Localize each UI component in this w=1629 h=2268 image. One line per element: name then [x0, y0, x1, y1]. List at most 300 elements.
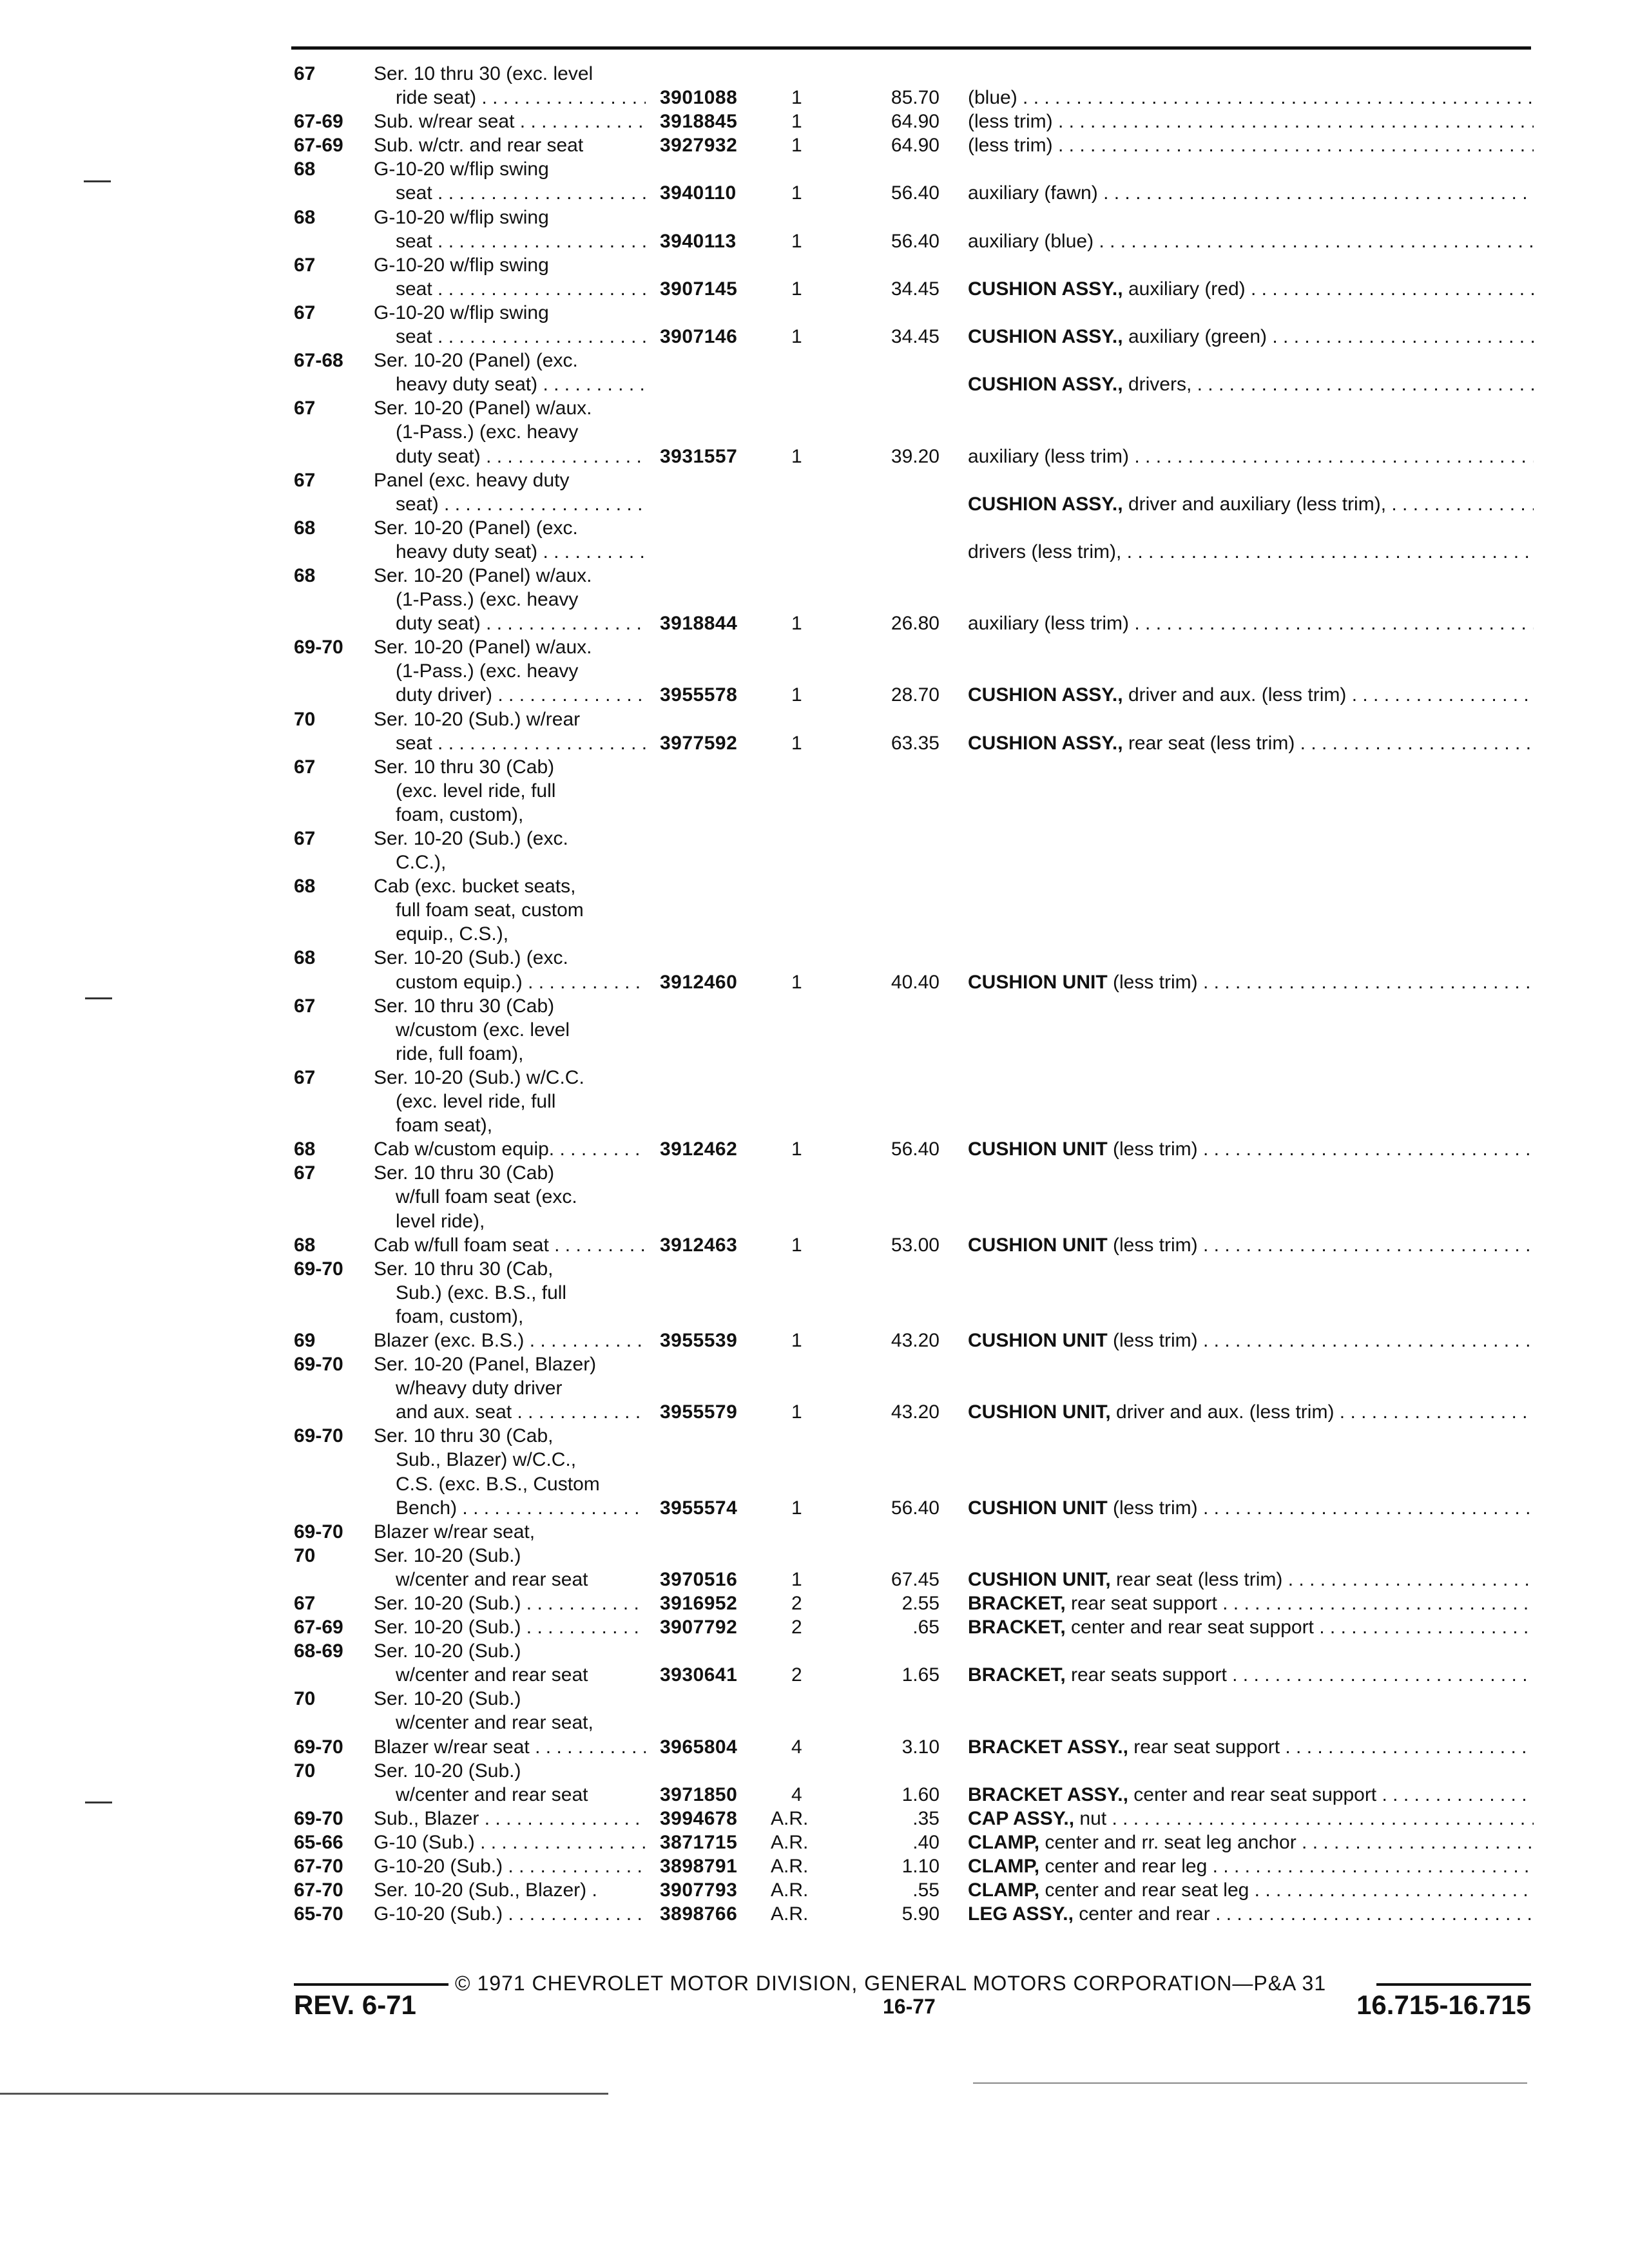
- parts-row: [0, 62, 1629, 86]
- model-years: 67: [294, 1162, 316, 1184]
- part-name-detail: center and rr. seat leg anchor: [1039, 1831, 1296, 1853]
- part-name-detail: rear seat support: [1065, 1593, 1217, 1614]
- parts-row: [0, 468, 1629, 492]
- part-name-detail: auxiliary (blue): [968, 230, 1094, 252]
- part-number: 3940110: [660, 182, 737, 204]
- part-name: [968, 1854, 1534, 1878]
- application-description: Ser. 10 thru 30 (Cab,: [374, 1258, 554, 1280]
- application-description: Cab w/custom equip. . . .: [374, 1137, 646, 1161]
- parts-row: [0, 588, 1629, 611]
- parts-row: [0, 1352, 1629, 1376]
- part-name: [968, 1663, 1534, 1687]
- part-number: 3931557: [660, 445, 738, 467]
- part-name-heading: CUSHION ASSY.,: [968, 326, 1123, 348]
- list-price: 43.20: [891, 1401, 940, 1423]
- part-name-heading: BRACKET,: [968, 1617, 1066, 1639]
- parts-row: [0, 1878, 1629, 1902]
- part-name-heading: CLAMP,: [968, 1831, 1040, 1853]
- list-price: .55: [912, 1879, 940, 1901]
- application-description: heavy duty seat) . . .: [396, 372, 646, 396]
- application-description: Ser. 10-20 (Panel) (exc.: [374, 350, 578, 372]
- parts-row: [0, 779, 1629, 803]
- part-name: [968, 1735, 1534, 1759]
- list-price: 5.90: [901, 1903, 940, 1925]
- list-price: 40.40: [891, 971, 940, 993]
- parts-row: [0, 133, 1629, 157]
- application-description: Ser. 10-20 (Panel) (exc.: [374, 517, 578, 539]
- parts-row: [0, 1233, 1629, 1257]
- part-number: 3955579: [660, 1401, 738, 1423]
- model-years: 67: [294, 1593, 316, 1614]
- application-description: Ser. 10 thru 30 (Cab): [374, 995, 555, 1017]
- part-name-detail: rear seats support: [1065, 1664, 1227, 1686]
- part-name: [968, 1783, 1534, 1807]
- parts-row: [0, 301, 1629, 325]
- application-description: G-10-20 w/flip swing: [374, 302, 549, 323]
- part-number: 3912463: [660, 1234, 738, 1256]
- model-years: 70: [294, 1544, 316, 1566]
- list-price: 56.40: [891, 1139, 940, 1160]
- parts-row: [0, 683, 1629, 707]
- part-name: [968, 683, 1534, 707]
- parts-row: [0, 372, 1629, 396]
- parts-row: [0, 110, 1629, 133]
- parts-row: [0, 1448, 1629, 1472]
- model-years: 67: [294, 254, 316, 276]
- application-description: foam seat),: [396, 1115, 493, 1137]
- section-reference: 16.715-16.715: [1356, 1990, 1531, 2020]
- parts-row: [0, 253, 1629, 277]
- parts-row: [0, 1711, 1629, 1735]
- application-description: duty seat) . . .: [396, 611, 646, 635]
- parts-row: [0, 1544, 1629, 1568]
- list-price: 56.40: [891, 1497, 940, 1519]
- part-name-heading: CUSHION UNIT: [968, 1497, 1108, 1519]
- quantity: 2: [791, 1664, 802, 1686]
- part-number: 3871715: [660, 1831, 738, 1853]
- parts-row: [0, 850, 1629, 874]
- application-description: Ser. 10-20 (Sub.): [374, 1760, 521, 1782]
- application-description: (exc. level ride, full: [396, 1091, 556, 1113]
- application-description: Ser. 10-20 (Panel, Blazer): [374, 1354, 597, 1376]
- part-number: 3907792: [660, 1617, 738, 1639]
- model-years: 69-70: [294, 1425, 343, 1447]
- list-price: 63.35: [891, 732, 940, 754]
- application-description: Ser. 10-20 (Sub.): [374, 1688, 521, 1710]
- parts-row: [0, 755, 1629, 779]
- part-number: 3994678: [660, 1807, 738, 1829]
- part-name-detail: (blue): [968, 87, 1017, 109]
- footer-rule-right: [1376, 1983, 1531, 1986]
- application-description: Bench) . . .: [396, 1496, 646, 1520]
- parts-row: [0, 946, 1629, 970]
- model-years: 67: [294, 469, 316, 491]
- footer-rule-left: [294, 1983, 448, 1986]
- quantity: A.R.: [771, 1807, 809, 1829]
- list-price: 85.70: [891, 87, 940, 109]
- part-number: 3955539: [660, 1329, 738, 1351]
- parts-row: [0, 827, 1629, 850]
- part-number: 3907793: [660, 1879, 738, 1901]
- model-years: 68: [294, 1139, 316, 1160]
- parts-row: [0, 516, 1629, 540]
- parts-row: [0, 1472, 1629, 1496]
- part-name-heading: BRACKET,: [968, 1593, 1066, 1614]
- part-name: [968, 277, 1534, 301]
- part-number: 3898791: [660, 1856, 738, 1878]
- application-description: duty seat) . . .: [396, 445, 646, 468]
- list-price: 64.90: [891, 135, 940, 157]
- application-description: level ride),: [396, 1210, 485, 1232]
- parts-row: [0, 1783, 1629, 1807]
- application-description: w/center and rear seat: [396, 1664, 588, 1686]
- part-name: [968, 1329, 1534, 1352]
- application-description: G-10-20 w/flip swing: [374, 206, 549, 228]
- application-description: (exc. level ride, full: [396, 780, 556, 802]
- part-name: [968, 492, 1534, 516]
- part-name-detail: rear seat (less trim): [1110, 1568, 1283, 1590]
- parts-row: [0, 492, 1629, 516]
- part-number: 3970516: [660, 1568, 738, 1590]
- part-name-detail: auxiliary (red): [1123, 278, 1246, 300]
- parts-row: [0, 1066, 1629, 1090]
- part-number: 3927932: [660, 135, 738, 157]
- list-price: .40: [912, 1831, 940, 1853]
- quantity: 1: [791, 278, 802, 300]
- parts-row: [0, 1663, 1629, 1687]
- application-description: seat . . .: [396, 731, 646, 755]
- part-name-heading: BRACKET ASSY.,: [968, 1736, 1128, 1758]
- bottom-rule: [0, 2093, 608, 2095]
- application-description: seat . . .: [396, 229, 646, 253]
- top-rule: [291, 46, 1531, 50]
- parts-row: [0, 1257, 1629, 1281]
- part-name-heading: CLAMP,: [968, 1879, 1040, 1901]
- application-description: Blazer (exc. B.S.) . . .: [374, 1329, 646, 1352]
- application-description: w/center and rear seat: [396, 1568, 588, 1590]
- model-years: 69-70: [294, 1736, 343, 1758]
- parts-row: [0, 803, 1629, 827]
- model-years: 69-70: [294, 1354, 343, 1376]
- parts-list: [0, 62, 1629, 1926]
- parts-row: [0, 1687, 1629, 1711]
- part-name-heading: CUSHION UNIT: [968, 1329, 1108, 1351]
- copyright-text: © 1971 CHEVROLET MOTOR DIVISION, GENERAL MOTORS CORPORATION—P&A 31: [455, 1972, 1327, 1995]
- list-price: 34.45: [891, 278, 940, 300]
- parts-row: [0, 1137, 1629, 1161]
- bottom-rule: [973, 2082, 1527, 2084]
- quantity: A.R.: [771, 1831, 809, 1853]
- part-number: 3907145: [660, 278, 738, 300]
- quantity: 4: [791, 1783, 802, 1805]
- model-years: 67-69: [294, 1617, 343, 1639]
- parts-row: [0, 994, 1629, 1018]
- model-years: 68: [294, 564, 316, 586]
- application-description: Ser. 10 thru 30 (exc. level: [374, 63, 593, 84]
- application-description: w/full foam seat (exc.: [396, 1186, 577, 1208]
- model-years: 67: [294, 995, 316, 1017]
- application-description: ride seat) . . .: [396, 86, 646, 110]
- model-years: 67: [294, 828, 316, 849]
- model-years: 68: [294, 1234, 316, 1256]
- list-price: .65: [912, 1617, 940, 1639]
- application-description: full foam seat, custom: [396, 899, 584, 921]
- model-years: 67: [294, 63, 316, 84]
- application-description: w/heavy duty driver: [396, 1378, 563, 1399]
- model-years: 65-70: [294, 1903, 343, 1925]
- parts-row: [0, 1735, 1629, 1759]
- part-name-detail: drivers (less trim),: [968, 541, 1122, 562]
- part-number: 3971850: [660, 1783, 738, 1805]
- part-name-detail: (less trim): [968, 135, 1053, 157]
- application-description: Sub. w/rear seat . . .: [374, 110, 646, 133]
- parts-row: [0, 1831, 1629, 1854]
- list-price: 28.70: [891, 684, 940, 706]
- part-name-detail: drivers,: [1123, 374, 1192, 396]
- parts-row: [0, 1639, 1629, 1663]
- parts-row: [0, 420, 1629, 444]
- model-years: 68: [294, 517, 316, 539]
- application-description: Ser. 10-20 (Sub.) w/rear: [374, 708, 581, 730]
- model-years: 67: [294, 1066, 316, 1088]
- list-price: 43.20: [891, 1329, 940, 1351]
- parts-row: [0, 349, 1629, 372]
- part-number: 3912460: [660, 971, 738, 993]
- model-years: 67-69: [294, 135, 343, 157]
- application-description: Sub., Blazer) w/C.C.,: [396, 1449, 577, 1471]
- parts-row: [0, 1902, 1629, 1926]
- list-price: 64.90: [891, 111, 940, 133]
- parts-row: [0, 922, 1629, 946]
- part-name: [968, 86, 1534, 110]
- application-description: Sub. w/ctr. and rear seat: [374, 135, 584, 157]
- parts-row: [0, 325, 1629, 349]
- parts-row: [0, 1424, 1629, 1448]
- part-number: 3918845: [660, 111, 738, 133]
- application-description: Ser. 10-20 (Sub.) . . .: [374, 1615, 646, 1639]
- model-years: 67-68: [294, 350, 343, 372]
- part-name-heading: CUSHION UNIT: [968, 971, 1108, 993]
- application-description: Ser. 10 thru 30 (Cab): [374, 756, 555, 778]
- part-name-heading: CUSHION UNIT,: [968, 1401, 1111, 1423]
- part-number: 3898766: [660, 1903, 738, 1925]
- part-name-heading: CUSHION ASSY.,: [968, 278, 1123, 300]
- quantity: 1: [791, 1497, 802, 1519]
- part-name-detail: auxiliary (fawn): [968, 182, 1098, 204]
- model-years: 67-69: [294, 111, 343, 133]
- application-description: (1-Pass.) (exc. heavy: [396, 660, 579, 682]
- model-years: 69: [294, 1329, 316, 1351]
- part-number: 3912462: [660, 1139, 738, 1160]
- part-name-detail: center and rear: [1073, 1903, 1210, 1925]
- part-number: 3916952: [660, 1593, 738, 1614]
- part-name: [968, 1807, 1534, 1831]
- part-name: [968, 1496, 1534, 1520]
- parts-row: [0, 707, 1629, 731]
- part-name-heading: CUSHION UNIT: [968, 1234, 1108, 1256]
- quantity: 1: [791, 87, 802, 109]
- list-price: 56.40: [891, 182, 940, 204]
- quantity: 1: [791, 230, 802, 252]
- parts-row: [0, 1520, 1629, 1544]
- parts-row: [0, 396, 1629, 420]
- parts-row: [0, 1496, 1629, 1520]
- copyright-line: [294, 1969, 1531, 1997]
- list-price: 1.10: [901, 1856, 940, 1878]
- application-description: seat . . .: [396, 181, 646, 205]
- application-description: Sub.) (exc. B.S., full: [396, 1282, 567, 1303]
- part-name-detail: (less trim): [1107, 1234, 1198, 1256]
- part-number: 3901088: [660, 87, 738, 109]
- application-description: w/center and rear seat,: [396, 1712, 593, 1734]
- margin-mark: [84, 180, 111, 182]
- part-name-detail: driver and aux. (less trim): [1123, 684, 1347, 706]
- part-name-detail: rear seat (less trim): [1123, 732, 1295, 754]
- parts-row: [0, 1591, 1629, 1615]
- quantity: A.R.: [771, 1856, 809, 1878]
- page-number: 16-77: [883, 1995, 936, 2018]
- application-description: duty driver) . . .: [396, 683, 646, 707]
- parts-row: [0, 874, 1629, 898]
- part-number: 3940113: [660, 230, 737, 252]
- quantity: 2: [791, 1593, 802, 1614]
- application-description: Ser. 10-20 (Panel) w/aux.: [374, 564, 592, 586]
- model-years: 68-69: [294, 1640, 343, 1662]
- part-name: [968, 731, 1534, 755]
- parts-row: [0, 898, 1629, 922]
- application-description: seat) . . .: [396, 492, 646, 516]
- parts-row: [0, 1018, 1629, 1042]
- parts-row: [0, 1090, 1629, 1113]
- model-years: 70: [294, 1688, 316, 1710]
- quantity: 1: [791, 1401, 802, 1423]
- part-number: 3977592: [660, 732, 738, 754]
- part-name: [968, 1831, 1534, 1854]
- part-name-detail: auxiliary (less trim): [968, 445, 1130, 467]
- application-description: and aux. seat . . .: [396, 1400, 646, 1424]
- parts-row: [0, 1281, 1629, 1305]
- list-price: 2.55: [901, 1593, 940, 1614]
- model-years: 69-70: [294, 1521, 343, 1542]
- model-years: 68: [294, 159, 316, 180]
- part-name: [968, 611, 1534, 635]
- model-years: 68: [294, 206, 316, 228]
- application-description: (1-Pass.) (exc. heavy: [396, 421, 579, 443]
- application-description: Sub., Blazer . . .: [374, 1807, 646, 1831]
- part-name: [968, 372, 1534, 396]
- part-name: [968, 1233, 1534, 1257]
- part-name-heading: CUSHION ASSY.,: [968, 732, 1123, 754]
- parts-row: [0, 181, 1629, 205]
- part-name-detail: rear seat support: [1128, 1736, 1280, 1758]
- application-description: equip., C.S.),: [396, 923, 509, 945]
- application-description: C.S. (exc. B.S., Custom: [396, 1473, 600, 1495]
- parts-row: [0, 540, 1629, 564]
- part-name-detail: driver and aux. (less trim): [1110, 1401, 1335, 1423]
- model-years: 68: [294, 947, 316, 969]
- list-price: 67.45: [891, 1568, 940, 1590]
- list-price: .35: [912, 1807, 940, 1829]
- list-price: 53.00: [891, 1234, 940, 1256]
- parts-row: [0, 1305, 1629, 1329]
- quantity: 1: [791, 1234, 802, 1256]
- application-description: G-10-20 (Sub.) . . .: [374, 1902, 646, 1926]
- part-number: 3955574: [660, 1497, 738, 1519]
- quantity: 1: [791, 1329, 802, 1351]
- quantity: 1: [791, 613, 802, 635]
- part-name: [968, 1878, 1534, 1902]
- model-years: 67-70: [294, 1879, 343, 1901]
- application-description: foam, custom),: [396, 1305, 524, 1327]
- quantity: A.R.: [771, 1879, 809, 1901]
- model-years: 67-70: [294, 1856, 343, 1878]
- application-description: (1-Pass.) (exc. heavy: [396, 589, 579, 611]
- parts-row: [0, 564, 1629, 588]
- quantity: 1: [791, 111, 802, 133]
- application-description: Panel (exc. heavy duty: [374, 469, 570, 491]
- application-description: Ser. 10 thru 30 (Cab): [374, 1162, 555, 1184]
- quantity: 1: [791, 971, 802, 993]
- part-name-heading: CAP ASSY.,: [968, 1807, 1075, 1829]
- application-description: Ser. 10-20 (Sub.): [374, 1544, 521, 1566]
- quantity: 1: [791, 732, 802, 754]
- part-number: 3965804: [660, 1736, 738, 1758]
- parts-row: [0, 1209, 1629, 1233]
- application-description: Ser. 10 thru 30 (Cab,: [374, 1425, 554, 1447]
- part-name: [968, 1902, 1534, 1926]
- application-description: Ser. 10-20 (Panel) w/aux.: [374, 637, 592, 658]
- model-years: 67: [294, 756, 316, 778]
- part-name-detail: auxiliary (green): [1123, 326, 1268, 348]
- part-name: [968, 1568, 1534, 1591]
- parts-row: [0, 635, 1629, 659]
- part-name-detail: (less trim): [1107, 971, 1198, 993]
- part-name: [968, 133, 1534, 157]
- part-name-detail: nut: [1074, 1807, 1107, 1829]
- quantity: 4: [791, 1736, 802, 1758]
- application-description: ride, full foam),: [396, 1043, 524, 1064]
- part-name: [968, 1137, 1534, 1161]
- quantity: 1: [791, 135, 802, 157]
- parts-row: [0, 1854, 1629, 1878]
- application-description: Cab w/full foam seat . . .: [374, 1233, 646, 1257]
- part-number: 3918844: [660, 613, 738, 635]
- part-name: [968, 1400, 1534, 1424]
- part-name: [968, 1615, 1534, 1639]
- application-description: seat . . .: [396, 325, 646, 349]
- application-description: heavy duty seat) . . .: [396, 540, 646, 564]
- application-description: foam, custom),: [396, 803, 524, 825]
- list-price: 56.40: [891, 230, 940, 252]
- quantity: 1: [791, 1568, 802, 1590]
- list-price: 34.45: [891, 326, 940, 348]
- list-price: 3.10: [901, 1736, 940, 1758]
- part-name-detail: (less trim): [1107, 1497, 1198, 1519]
- parts-row: [0, 229, 1629, 253]
- parts-row: [0, 157, 1629, 181]
- application-description: G-10 (Sub.) . . .: [374, 1831, 646, 1854]
- part-name-detail: center and rear seat support: [1065, 1617, 1314, 1639]
- model-years: 69-70: [294, 1807, 343, 1829]
- application-description: Cab (exc. bucket seats,: [374, 876, 576, 898]
- quantity: 1: [791, 684, 802, 706]
- margin-mark: [85, 997, 112, 999]
- part-name: [968, 181, 1534, 205]
- part-name-detail: (less trim): [1107, 1139, 1198, 1160]
- application-description: custom equip.) . . .: [396, 970, 646, 994]
- list-price: 1.65: [901, 1664, 940, 1686]
- parts-row: [0, 277, 1629, 301]
